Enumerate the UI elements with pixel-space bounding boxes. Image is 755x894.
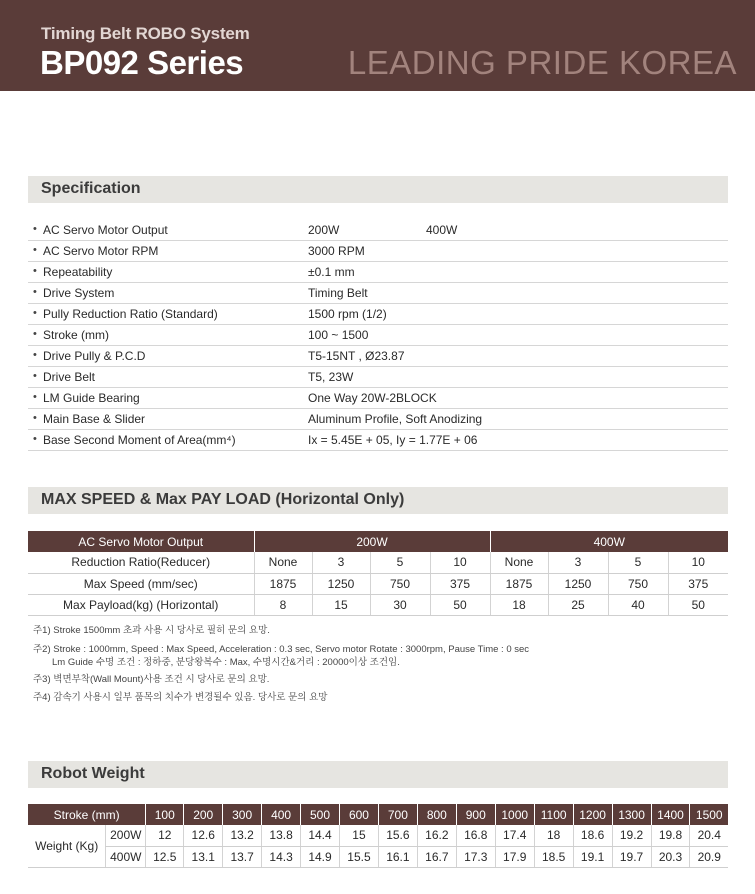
table-row — [28, 594, 728, 615]
spec-row — [28, 430, 728, 451]
table-cell: 19.7 — [612, 846, 651, 867]
spec-label: Drive Belt — [43, 370, 96, 384]
spec-value: 100 ~ 1500 — [308, 328, 369, 342]
table-cell: 12.6 — [184, 825, 223, 846]
note-item: 주4) 감속기 사용시 일부 품목의 치수가 변경될수 있음. 당사로 문의 요망 — [33, 692, 328, 703]
spec-value-2: 400W — [426, 223, 458, 237]
section-heading: MAX SPEED & Max PAY LOAD (Horizontal Only) — [41, 491, 405, 508]
table-header-row — [28, 531, 728, 552]
note-item: 주3) 벽면부착(Wall Mount)사용 조건 시 당사로 문의 요망. — [33, 674, 270, 685]
table-cell: 13.2 — [223, 825, 262, 846]
spec-value: T5, 23W — [308, 370, 354, 384]
header-cell: 300 — [223, 804, 262, 825]
table-cell: 20.3 — [651, 846, 690, 867]
spec-label: Drive System — [43, 286, 115, 300]
header-cell: 400W — [490, 531, 728, 552]
table-cell: 750 — [370, 573, 430, 594]
header-subtitle: Timing Belt ROBO System — [41, 24, 250, 43]
header-cell: 100 — [146, 804, 184, 825]
bullet-icon: • — [33, 328, 37, 340]
table-cell: 25 — [548, 594, 608, 615]
table-cell: 15 — [312, 594, 370, 615]
spec-row — [28, 304, 728, 325]
table-cell: 13.1 — [184, 846, 223, 867]
spec-row — [28, 283, 728, 304]
header-cell: 1200 — [573, 804, 612, 825]
table-row — [28, 825, 728, 846]
header-cell: 600 — [339, 804, 378, 825]
table-cell: 15.6 — [378, 825, 417, 846]
spec-label: Drive Pully & P.C.D — [43, 349, 146, 363]
table-cell: 5 — [608, 552, 668, 573]
table-cell: 30 — [370, 594, 430, 615]
table-cell: 14.9 — [301, 846, 340, 867]
spec-row — [28, 262, 728, 283]
header-cell: 500 — [301, 804, 340, 825]
spec-label: Base Second Moment of Area(mm⁴) — [43, 433, 236, 447]
table-cell: 12.5 — [146, 846, 184, 867]
table-cell: 18.5 — [534, 846, 573, 867]
section-robot-weight — [28, 761, 728, 788]
spec-label: LM Guide Bearing — [43, 391, 140, 405]
spec-label: Repeatability — [43, 265, 113, 279]
section-max-speed — [28, 487, 728, 514]
spec-value: 3000 RPM — [308, 244, 365, 258]
header-cell: 200 — [184, 804, 223, 825]
bullet-icon: • — [33, 412, 37, 424]
table-cell: 17.3 — [456, 846, 495, 867]
table-cell: 1875 — [490, 573, 548, 594]
bullet-icon: • — [33, 223, 37, 235]
row-label: Weight (Kg) — [28, 825, 106, 867]
table-cell: 17.9 — [495, 846, 534, 867]
section-heading: Specification — [41, 180, 141, 197]
bullet-icon: • — [33, 307, 37, 319]
bullet-icon: • — [33, 391, 37, 403]
spec-row — [28, 409, 728, 430]
table-cell: 375 — [668, 573, 728, 594]
table-cell: 50 — [430, 594, 490, 615]
bullet-icon: • — [33, 265, 37, 277]
section-specification — [28, 176, 728, 203]
spec-label: AC Servo Motor Output — [43, 223, 168, 237]
table-cell: 20.4 — [690, 825, 728, 846]
bullet-icon: • — [33, 433, 37, 445]
table-cell: 8 — [254, 594, 312, 615]
note-item: 주2) Stroke : 1000mm, Speed : Max Speed, Acceleration : 0.3 sec, Servo motor Rotate : 3000rpm, Pause Time : 0 sec — [33, 644, 530, 655]
table-cell: 10 — [668, 552, 728, 573]
header-cell: 400 — [262, 804, 301, 825]
spec-row — [28, 367, 728, 388]
header-cell: 1000 — [495, 804, 534, 825]
header-cell: 1100 — [534, 804, 573, 825]
table-cell: 18 — [490, 594, 548, 615]
table-cell: 375 — [430, 573, 490, 594]
table-row — [28, 846, 728, 867]
table-cell: 16.7 — [417, 846, 456, 867]
bullet-icon: • — [33, 349, 37, 361]
spec-row — [28, 241, 728, 262]
motor-label: 200W — [106, 825, 146, 846]
header-title: BP092 Series — [40, 44, 244, 81]
table-row — [28, 552, 728, 573]
header-tagline: LEADING PRIDE KOREA — [347, 44, 737, 81]
bullet-icon: • — [33, 370, 37, 382]
table-cell: 40 — [608, 594, 668, 615]
table-cell: 10 — [430, 552, 490, 573]
table-cell: 19.2 — [612, 825, 651, 846]
spec-value: 1500 rpm (1/2) — [308, 307, 387, 321]
note-item: 주1) Stroke 1500mm 초과 사용 시 당사로 필히 문의 요망. — [33, 625, 270, 636]
header-cell: 700 — [378, 804, 417, 825]
table-row — [28, 573, 728, 594]
table-cell: 50 — [668, 594, 728, 615]
table-cell: 16.1 — [378, 846, 417, 867]
table-cell: 19.8 — [651, 825, 690, 846]
spec-row — [28, 325, 728, 346]
table-cell: 16.2 — [417, 825, 456, 846]
spec-value: 200W — [308, 223, 340, 237]
bullet-icon: • — [33, 286, 37, 298]
row-label: Max Speed (mm/sec) — [28, 573, 254, 594]
table-cell: 19.1 — [573, 846, 612, 867]
table-cell: 12 — [146, 825, 184, 846]
spec-value: T5-15NT , Ø23.87 — [308, 349, 405, 363]
table-cell: 17.4 — [495, 825, 534, 846]
row-label: Reduction Ratio(Reducer) — [28, 552, 254, 573]
note-item: Lm Guide 수명 조건 : 정하중, 분당왕복수 : Max, 수명시간&거리 : 20000이상 조건임. — [52, 657, 400, 668]
spec-label: AC Servo Motor RPM — [43, 244, 159, 258]
spec-row — [28, 346, 728, 367]
table-cell: 5 — [370, 552, 430, 573]
table-cell: 1875 — [254, 573, 312, 594]
spec-row — [28, 220, 728, 241]
table-cell: 1250 — [548, 573, 608, 594]
header-cell: AC Servo Motor Output — [28, 531, 254, 552]
page-header — [0, 0, 755, 91]
specification-list — [28, 220, 728, 451]
table-cell: 14.4 — [301, 825, 340, 846]
header-cell: 900 — [456, 804, 495, 825]
spec-value: Timing Belt — [308, 286, 368, 300]
spec-value: Aluminum Profile, Soft Anodizing — [308, 412, 483, 426]
table-cell: None — [254, 552, 312, 573]
table-cell: 18 — [534, 825, 573, 846]
table-cell: 3 — [548, 552, 608, 573]
spec-value: Ix = 5.45E + 05, Iy = 1.77E + 06 — [308, 433, 478, 447]
header-cell: 1300 — [612, 804, 651, 825]
spec-value: ±0.1 mm — [308, 265, 355, 279]
header-cell: 1400 — [651, 804, 690, 825]
spec-value: One Way 20W-2BLOCK — [308, 391, 437, 405]
table-cell: 18.6 — [573, 825, 612, 846]
table-cell: 750 — [608, 573, 668, 594]
table-cell: 3 — [312, 552, 370, 573]
row-label: Max Payload(kg) (Horizontal) — [28, 594, 254, 615]
header-cell: 800 — [417, 804, 456, 825]
table-header-row — [28, 804, 728, 825]
table-cell: 16.8 — [456, 825, 495, 846]
spec-label: Stroke (mm) — [43, 328, 109, 342]
table-cell: 13.7 — [223, 846, 262, 867]
table-cell: 20.9 — [690, 846, 728, 867]
spec-label: Pully Reduction Ratio (Standard) — [43, 307, 218, 321]
table-cell: None — [490, 552, 548, 573]
header-cell: Stroke (mm) — [28, 804, 146, 825]
table-cell: 14.3 — [262, 846, 301, 867]
table-cell: 1250 — [312, 573, 370, 594]
robot-weight-table — [28, 804, 728, 868]
table-cell: 13.8 — [262, 825, 301, 846]
spec-label: Main Base & Slider — [43, 412, 146, 426]
header-cell: 1500 — [690, 804, 728, 825]
motor-label: 400W — [106, 846, 146, 867]
section-heading: Robot Weight — [41, 765, 145, 782]
spec-row — [28, 388, 728, 409]
table-cell: 15 — [339, 825, 378, 846]
table-cell: 15.5 — [339, 846, 378, 867]
header-cell: 200W — [254, 531, 490, 552]
bullet-icon: • — [33, 244, 37, 256]
max-speed-table — [28, 531, 728, 616]
